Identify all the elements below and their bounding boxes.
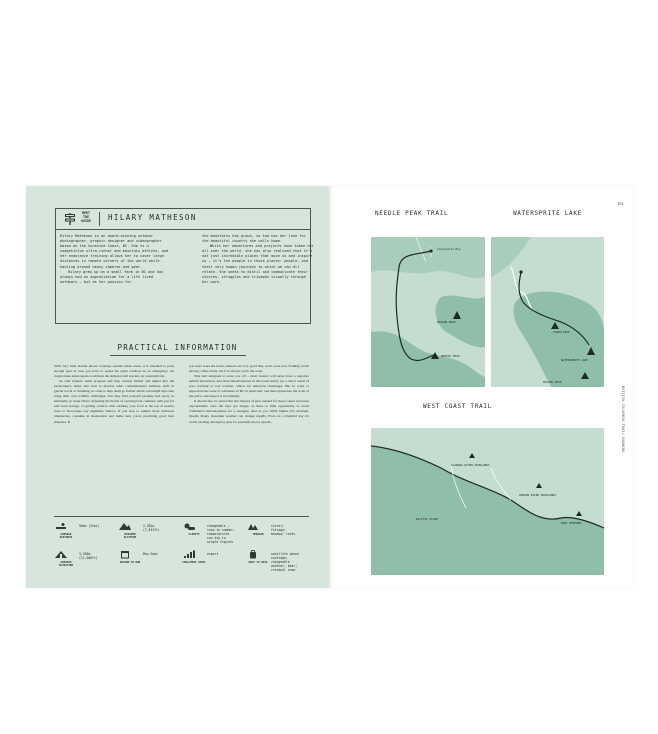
body-paragraph: As trail runners' skills progress and they venture further and higher into the backcountry, many also start to develop other complementary skillsets, such as glacier travel or abseiling, in order to help them go further afield. Overnight trips also bring their own wildlife challenges. You may find yourself packing bear spray as habitually as water filters, defeating the merits of carrying bear canisters with you for safe food storage, or getting creative with stashing your food at the top of nearby trees to discourage any nighttime visitors. If you stop to sample those delicious blueberries, consume in moderation and make sure you're practising good bear etiquette. If — [54, 379, 174, 424]
guide-paragraph: While her adventures and projects have taken her all over the world, she has also realized that it's not just incredible places that move us and inspire us – it's the people in those places: people, and their very human journeys to which we can all relate. She seeks to distil and communicate their stories, struggles and triumphs visually through her work. — [202, 244, 314, 284]
map-title-west-coast-trail: WEST COAST TRAIL — [423, 403, 492, 410]
west-coast-trail-map — [371, 428, 604, 575]
stat-label: AVERAGE ELEVATION — [58, 561, 74, 568]
stat-value: 50km (31mi) — [79, 524, 100, 528]
guide-paragraph: Hilary Matheson is an award-winning outdoor photographer, graphic designer and videographer based on the Sunshine Coast, BC. She is a competitive ultra-runner and mountain athlete, and her endurance training allows her to cover large distances in remote corners of the world while hauling around heavy cameras and gear. — [60, 234, 169, 269]
map-label: PACIFIC OCEAN — [416, 517, 438, 521]
needle-peak-map — [371, 237, 485, 387]
stat-value: May-Sept — [143, 552, 158, 556]
left-page — [26, 186, 329, 588]
meet-the-guide-box — [55, 208, 314, 324]
guide-bio-col-1 — [60, 234, 172, 285]
guide-paragraph: the mountains has grown, so too has her love for the beautiful country she calls home. — [202, 234, 306, 244]
stat-value: satellite phone coverage; changeable weather; bear; residual snow — [271, 552, 299, 573]
trail-stats-table — [54, 516, 309, 575]
map-label: GORDON RIVER WOODLANDS — [519, 493, 557, 497]
guide-label: MEET THE GUIDE — [80, 211, 92, 224]
map-title-watersprite-lake: WATERSPRITE LAKE — [513, 210, 582, 217]
stat-value: 2,381m (7,812ft) — [143, 524, 160, 533]
map-label: Coquihalla Hwy — [437, 247, 461, 251]
practical-col-2 — [189, 364, 309, 425]
guide-header — [56, 209, 310, 230]
stat-terrain — [246, 520, 308, 546]
stat-value: forest; foliage; meadow; rocks — [271, 524, 296, 537]
stat-challenge-level — [182, 548, 244, 574]
guide-bio-col-2 — [202, 234, 314, 285]
map-label: WATERSPRITE LAKE — [561, 358, 588, 362]
stat-maximum-altitude — [118, 520, 180, 546]
right-page — [333, 186, 633, 588]
elevation-icon — [54, 550, 68, 559]
pack-icon — [246, 550, 260, 559]
map-title-needle-peak: NEEDLE PEAK TRAIL — [375, 210, 449, 217]
stat-value: expert — [207, 552, 219, 556]
body-paragraph: This isn't designed to scare you off – most visitors will never have a negative animal interaction, and most misadventures in the backcountry are a direct result of poor packing or bad weather, which are universal challenges. But in order to appreciate the scale of adventure in BC in particular, one must appreciate the scale of the place, and respect it accordingly. — [189, 374, 309, 399]
stat-label: AVERAGE DISTANCE — [59, 533, 73, 540]
climate-icon — [182, 522, 196, 531]
map-label: CUNOM PEAK — [553, 330, 570, 334]
stat-average-elevation — [54, 548, 116, 574]
map-label: PORT RENFREW — [561, 521, 582, 525]
signpost-icon — [64, 212, 76, 225]
runner-icon — [54, 522, 68, 531]
stat-what-to-pack — [246, 548, 308, 574]
stat-value: 3,556m (11,666ft) — [79, 552, 98, 561]
map-label: NEEDLE PEAK — [441, 354, 460, 358]
terrain-icon — [246, 522, 260, 531]
watersprite-lake-map — [491, 237, 604, 387]
stat-average-distance — [54, 520, 116, 546]
title-rule — [110, 355, 246, 356]
body-paragraph: It should also be noted that the amount of gear needed for these routes increases exponentially once the trips get longer, as there is little opportunity to reach civilization mid-adventure for a resupply. And as you climb higher (for example, Needle Peak), mountain weather can change rapidly. Even on a bluebird day it's worth packing emergency gear for potential snowy squalls. — [189, 399, 309, 424]
practical-col-1 — [54, 364, 174, 425]
stat-value: changeable – snow in summer, temperatures can dip to single figures — [207, 524, 235, 545]
stat-label: CHALLENGE LEVEL — [182, 561, 206, 564]
stat-climate — [182, 520, 244, 546]
page-number: 151 — [617, 201, 624, 206]
stat-label: SEASON TO RUN — [119, 561, 141, 564]
guide-paragraph: Hilary grew up on a small farm in BC and has always had an appreciation for a life lived outdoors – but as her passion for — [60, 269, 164, 284]
map-label: KLANAWA RIVER WOODLANDS — [451, 463, 490, 467]
body-paragraph: you don't scare the bears, chances are very good they won't scare you. Nothing worth having comes easily, but it is always worth the work. — [189, 364, 309, 374]
stat-label: CLIMATE — [188, 533, 200, 536]
book-spread — [26, 186, 633, 588]
stat-season-to-run — [118, 548, 180, 574]
map-label: MAGGON PEAK — [437, 320, 456, 324]
mountain-icon — [118, 522, 132, 531]
map-label: MASTER PEAK — [543, 380, 562, 384]
guide-name: HILARY MATHESON — [108, 213, 197, 222]
calendar-icon — [118, 550, 132, 559]
running-footer-vertical: BRITISH COLUMBIA TRAIL RUNNING — [621, 386, 625, 453]
body-paragraph: With very little mobile phone coverage outside urban areas, it is essential to pack enough gear in case you have to spend the night outdoors in an emergency. An inopportune ankle sprain could turn the simplest trail run into an overnight trip. — [54, 364, 174, 379]
stat-label: TERRAIN — [252, 533, 264, 536]
guide-divider — [99, 212, 100, 226]
challenge-icon — [182, 550, 196, 559]
stat-label: WHAT TO PACK — [248, 561, 268, 564]
practical-info-title: PRACTICAL INFORMATION — [117, 343, 238, 352]
stat-label: MAXIMUM ALTITUDE — [123, 533, 137, 540]
